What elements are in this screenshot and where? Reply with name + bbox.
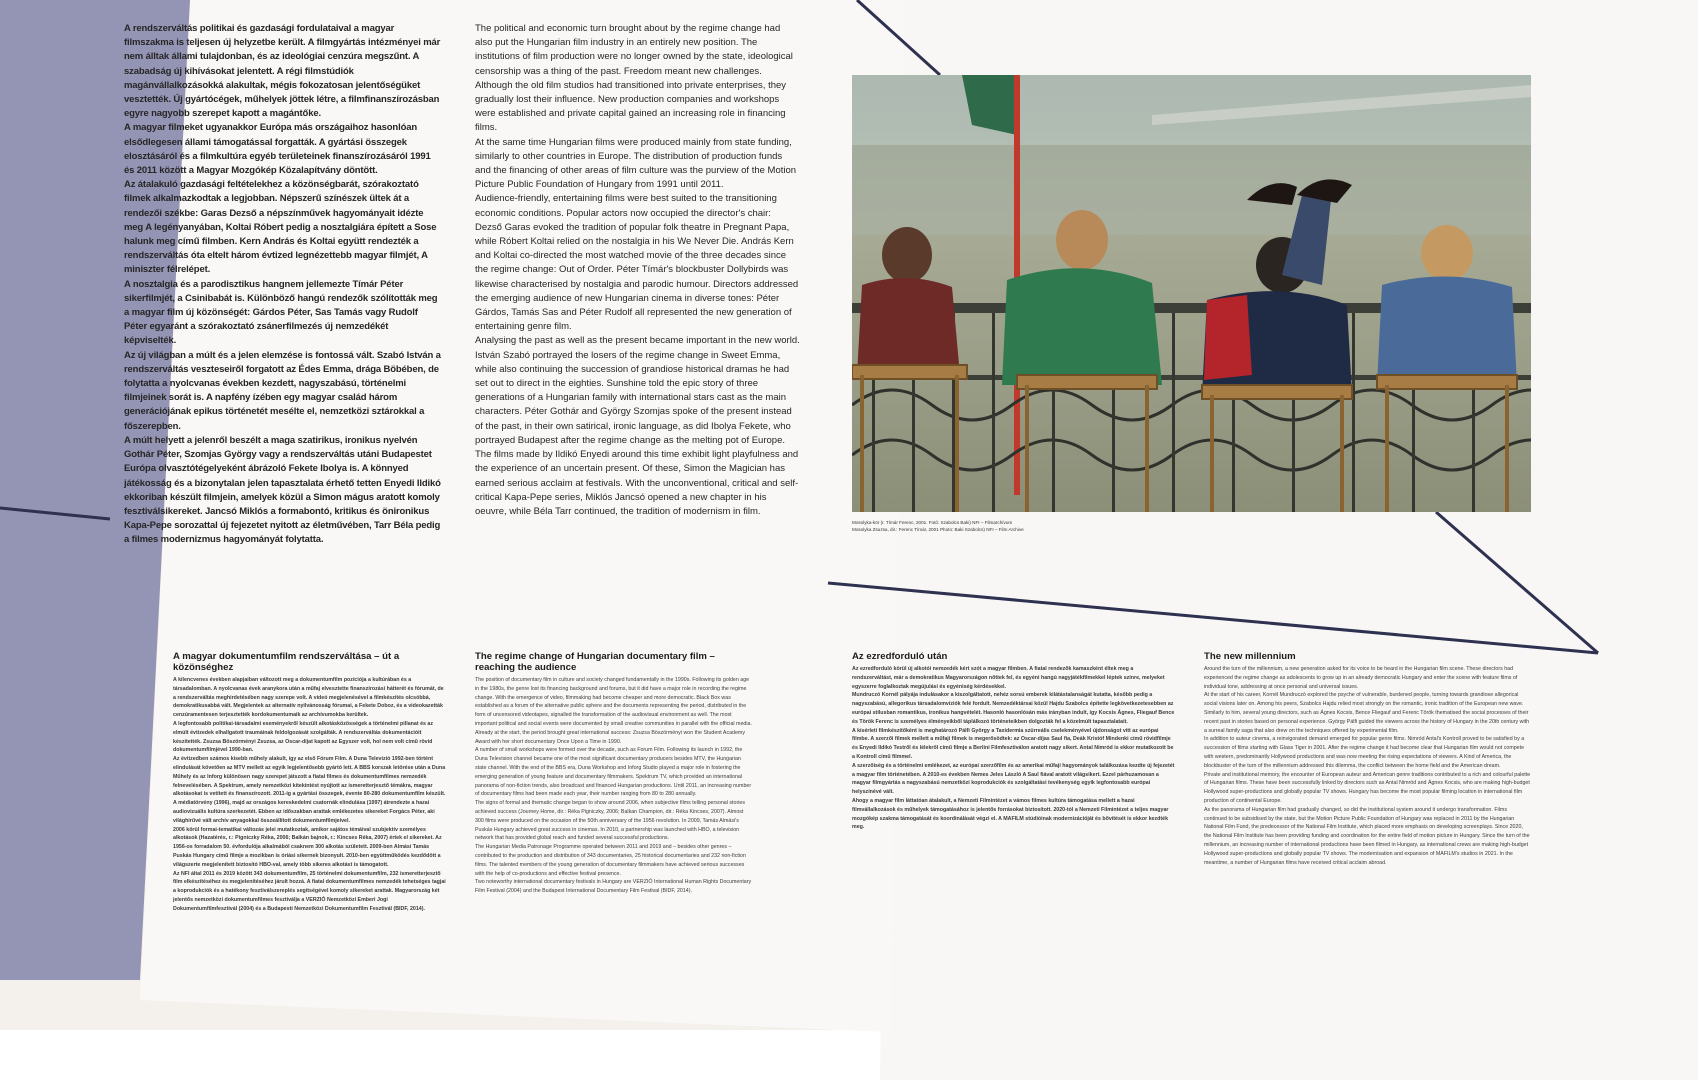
paragraph: A legfontosabb politikai-társadalmi eseményekről készült alkotásközösségek a történelmi pillanat és az elmúlt évtizedek elhallgatott traumáinak feldolgozását szolgálták. A rendszerváltás dokumentációit készítették. Zsuzsa Böszörményi Zsuzsa, az Oscar-díjat kapott az Egyszer volt, hol nem volt című rövid dokumentumfilmjével 1990-ban. — [173, 720, 434, 754]
paragraph: Audience-friendly, entertaining films were best suited to the transitioning economic conditions. Popular actors now occupied the director's chair: Dezső Garas evoked the tradition of popular folk theatre in Pregnant Papa, while Róbert Koltai relied on the nostalgia in his We Never Die. András Kern and Koltai co-directed the most watched movie of the three decades since the regime change: Out of Order. Péter Tímár's blockbuster Dollybirds was likewise characterised by nostalgia and parodic humour. Directors addressed the emerging audience of new Hungarian cinema in diverse tones: Péter Gárdos, Tamás Sas and Péter Rudolf all represented the new generation of entertaining genre film. — [475, 193, 799, 333]
paragraph: Az átalakuló gazdasági feltételekhez a közönségbarát, szórakoztató filmek alkalmazkodtak a legjobban. Népszerű színészek ültek át a rendezői székbe: Garas Dezső a népszínművek hagyományait idézte meg A legényanyában, Koltai Róbert pedig a nosztalgiára épített a Sose halunk meg című filmben. Kern András és Koltai együtt rendezték a rendszerváltás óta eltelt három évtized legnézettebb magyar filmjét, A miniszter félrelépet. — [124, 179, 437, 276]
paragraph: Ahogy a magyar film láttatóan átalakult, a Nemzeti Filmintézet a vámos filmes kultúra támogatása mellett a hazai filmvállalkozások és műhelyek támogatásához is jelentős forrásokat biztosított. 2020-tól a Nemzeti Filmintézet a teljes magyar mozgókép szakma támogatását és koordinálását végzi el. A MAFILM stúdióinak modernizációját és bővítését is ekkor kezdték meg. — [852, 797, 1169, 831]
intro-text-hungarian — [124, 22, 442, 548]
section-body — [173, 676, 448, 914]
paragraph: A magyar filmeket ugyanakkor Európa más országaihoz hasonlóan elsődlegesen állami támogatással forgatták. A gyártási összegek elosztásáról és a filmkultúra egyéb területeinek finanszírozásáról 1991 és 2011 között a Magyar Mozgókép Közalapítvány döntött. — [124, 122, 431, 177]
photo-caption — [852, 520, 1152, 533]
paragraph: Mundruczó Kornél pályája indulásakor a kiszolgáltatott, nehéz sorsú emberek kilátástalanságát kutatta, később pedig a nagyszabású, allegorikus társadalomvíziók felé fordult. Nemzedéktársai közül Hajdu Szabolcs építette legkövetkezetesebben az európai stílusban romantikus, ironikus hangvételét. Hasonló hasonlósán más irányban indult, így Kocsis Ágnes, Fliegauf Bence és Török Ferenc is személyes élményeikből táplálkozó történeteikben dolgozták fel a közelmúlt tapasztalatait. — [852, 692, 1175, 725]
paragraph: A szerzőiség és a történelmi emlékezet, az európai szerzőfilm és az amerikai műfaji hagyományok találkozása kezdte új fejezetét a magyar film történetében. A 2010-es években Nemes Jeles László A Saul fiával aratott világsikert. Ezzel párhuzamosan a magyar filmgyártás a nagyszabású nemzetközi koprodukciók és szolgáltatási tevékenység egyik legfontosabb európai helyszínévé vált. — [852, 762, 1175, 796]
paragraph: A number of small workshops were formed over the decade, such as Forum Film. Following its launch in 1992, the Duna Television channel became one of the most significant documentary producers besides MTV, the Hungarian state channel. With the end of the BBS era, Duna Workshop and Inforg Studio played a major role in fostering the emerging generation of young feature and documentary filmmakers. Spektrum TV, which provided an international panorama of non-fiction trends, also broadcast and financed Hungarian productions. Until 2011, an increasing number of documentary films had been made each year, their number ranging from 80 to 280 annually. — [475, 747, 752, 798]
paragraph: The political and economic turn brought about by the regime change had also put the Hungarian film industry in an entirely new position. The institutions of film production were no longer owned by the state, ideological censorship was a thing of the past. Freedom meant new challenges. Although the old film studios had transitioned into private enterprises, they gradually lost their influence. New production companies and workshops were established and private capital gained an increasing role in financing films. — [475, 23, 793, 134]
paragraph: Analysing the past as well as the present became important in the new world. István Szabó portrayed the losers of the regime change in Sweet Emma, while also continuing the succession of grandiose historical dramas he had set out to direct in the eighties. Sunshine told the epic story of three generations of a Hungarian family with international stars cast as the main characters. Péter Gothár and György Szomjas spoke of the present instead of the past, in their own satirical, ironic language, as did Ibolya Fekete, who portrayed Budapest after the regime change as the melting pot of Europe. The films made by Ildikó Enyedi around this time exhibit light playfulness and the experience of an uncertain present. Of these, Simon the Magician has earned serious acclaim at festivals. With the unconventional, critical and self-critical Kapa-Pepe series, Miklós Jancsó opened a new chapter in his oeuvre, while Béla Tarr continued, the tradition of modernism in film. — [475, 335, 800, 517]
paragraph: A rendszerváltás politikai és gazdasági fordulataival a magyar filmszakma is teljesen új helyzetbe került. A filmgyártás intézményei már nem álltak állami tulajdonban, és az ideológiai cenzúra megszűnt. A szabadság új kihívásokat jelentett. A régi filmstúdiók magánvállalkozásokká alakultak, mégis fokozatosan jelentőségüket vesztették. Új gyártócégek, műhelyek jöttek létre, a filmfinanszírozásban egyre nagyobb szerepet kapott a magántőke. — [124, 23, 441, 120]
paragraph: Private and institutional memory, the encounter of European auteur and American genre traditions contributed to a rich and colourful palette of Hungarian films. These have been successfully linked by directors such as Antal Nimród and Ágnes Kocsis, who are making high-budget Hollywood super-productions and globally popular TV shows. Hungary has become the most popular filming location in international film production of continental Europe. — [1204, 771, 1531, 804]
caption-hungarian: Mosolyka-kör (r. Tímár Ferenc, 2001. Fotó: Szabolcs Baki) NFI – Filmarchívum — [852, 520, 1013, 525]
paragraph: A kilencvenes években alapjaiban változott meg a dokumentumfilm pozíciója a kultúrában és a társadalomban. A nyolcvanas évek aranykora után a műfaj elvesztette finanszírozási hátterét és fórumát, de a rendszerváltás meghirdetésében nagy szerepe volt. A videó megjelenésével a filmkészítés olcsóbbá, demokratikusabbá vált. Megjelentek az alternatív nyilvánosság fórumai, a Fekete Doboz, és a videokazetták cenzúramentesen terjesztették kordokumentumaik az archívumokba kerültek. — [173, 677, 444, 719]
paragraph: At the same time Hungarian films were produced mainly from state funding, similarly to other countries in Europe. The distribution of production funds and the financing of other areas of film culture was the purview of the Motion Picture Public Foundation of Hungary from 1991 until 2011. — [475, 136, 797, 191]
section-title: Az ezredforduló után — [852, 651, 948, 662]
paragraph: The Hungarian Media Patronage Programme operated between 2011 and 2019 and – besides other genres – contributed to the production and distribution of 343 documentaries, 25 historical documentaries and 232 non-fiction films. The talented members of the young generation of documentary filmmakers have achieved serious successes with the help of co-productions and effective festival presence. — [475, 844, 746, 877]
section-millennium-english — [1204, 651, 1531, 867]
paragraph: The signs of formal and thematic change began to show around 2006, when subjective films telling personal stories achieved success (Journey Home, dir.: Réka Pigniczky, 2006; Balkan Champion, dir.: Réka Kincses, 2007). Almost 300 films were produced on the occasion of the 50th anniversary of the 1956 revolution. In 2009, Tamás Almási's Puskás Hungary achieved great success in cinemas. In 2010, a partnership was launched with HBO, a television network that has provided global reach and funded several successful productions. — [475, 800, 746, 842]
section-body — [475, 676, 753, 896]
paragraph: 2006 körül formai-tematikai változás jelei mutatkoztak, amikor sajátos témáival szubjektív személyes alkotások (Hazatérés, r.: Pigniczky Réka, 2006; Balkán bajnok, r.: Kincses Réka, 2007) értek el sikereket. Az 1956-os forradalom 50. évfordulója alkalmából csaknem 300 alkotás született. 2009-ben Almási Tamás Puskás Hungary című filmje a mozikban is óriási sikernek bizonyult. 2010-ben együttműködés kezdődött a világszerte megjelenített biztosító HBO-val, amely több sikeres alkotást is támogatott. — [173, 826, 442, 868]
paragraph: The position of documentary film in culture and society changed fundamentally in the 1990s. Following its golden age in the 1980s, the genre lost its financing background and forums, but it did have a major role in recording the regime change. With the emergence of video, filmmaking had become cheaper and more democratic. Black Box was established as a forum of the alternative public sphere and the documents representing the period, distributed in the form of uncensored videotapes, signalled the transformation of the audiovisual environment as well. The most important political and social events were documented by small creative communities in parallel with the official media. Already at the start, the period brought great international success: Zsuzsa Böszörményi won the Student Academy Award with her short documentary Once Upon a Time in 1990. — [475, 677, 752, 745]
section-title: The regime change of Hungarian documentary film – reaching the audience — [475, 651, 715, 673]
paragraph: As the panorama of Hungarian film had gradually changed, so did the institutional system around it undergo transformation. Films continued to be subsidised by the state, but the Motion Picture Public Foundation of Hungary was replaced in 2011 by the Hungarian National Film Fund, the predecessor of the National Film Institute, which placed more emphasis on developing screenplays. Since 2020, the National Film Institute has been providing funding and coordination for the entire field of motion picture in Hungary. Since the turn of the millennium, an increasing number of international productions have been filmed in Hungary, as international crews are making high-budget Hollywood super-productions and globally popular TV shows. The modernisation and expansion of MAFILM's studios in 2021. In the meantime, a number of Hungarian films have received critical acclaim abroad. — [1204, 806, 1530, 866]
intro-text-english — [475, 22, 800, 519]
section-millennium-hungarian — [852, 651, 1175, 832]
paragraph: A múlt helyett a jelenről beszélt a maga szatirikus, ironikus nyelvén Gothár Péter, Szomjas György vagy a rendszerváltás utáni Budapestet Európa olvasztótégelyeként ábrázoló Fekete Ibolya is. A könnyed játékosság és a bizonytalan jelen tapasztalata érhető tetten Enyedi Ildikó ekkoriban készült filmjein, amelyek közül a Simon mágus aratott komoly fesztiválsikereket. Jancsó Miklós a formabontó, kritikus és önironikus Kapa-Pepe sorozattal új fejezetet nyitott az életművében, Tarr Béla pedig a filmes modernizmus hagyományát folytatta. — [124, 434, 441, 546]
paragraph: A kísérleti filmkészítőként is meghatározó Pálfi György a Taxidermia szürreális cselekményével újdonságot vitt az európai filmbe. A szerzői filmek mellett a műfaji filmek is megerősödtek: az Oscar-díjas Saul fia, Deák Kristóf Mindenki című rövidfilmje és Enyedi Ildikó Testről és lélekről című filmje a Berlini Filmfesztiválon aratott nagy sikert. Antal Nimród is ekkor mutatkozott be a Kontroll című filmmel. — [852, 727, 1174, 760]
section-title: A magyar dokumentumfilm rendszerváltása – út a közönséghez — [173, 651, 400, 673]
caption-english: Mosolyka Zsuzsa, dir.: Ferenc Tímár, 2001 Photo: Baki Szabolcs) NFI – Film Archive — [852, 526, 1024, 532]
paragraph: Around the turn of the millennium, a new generation asked for its voice to be heard in the Hungarian film scene. These directors had experienced the regime change as adolescents to grow up in an already democratic Hungary and enter the scene with feature films of individual tone, addressing at once personal and universal issues. — [1204, 666, 1518, 690]
film-still-photo — [852, 75, 1531, 512]
paragraph: Az új világban a múlt és a jelen elemzése is fontossá vált. Szabó István a rendszerváltás veszteseiről forgatott az Édes Emma, drága Böbében, de folytatta a nyolcvanas években kezdett, nagyszabású, történelmi filmjeinek sorát is. A napfény ízében egy magyar család három generációjának epikus történetét mesélte el, nemzetközi sztárokkal a főszerepben. — [124, 349, 441, 432]
paragraph: A nosztalgia és a parodisztikus hangnem jellemezte Tímár Péter sikerfilmjét, a Csinibabát is. Különböző hangú rendezők szólították meg a magyar film új közönségét: Gárdos Péter, Sas Tamás vagy Rudolf Péter egyaránt a szórakoztató zsánerfilmezés új nemzedékét képviselték. — [124, 278, 438, 347]
section-title: The new millennium — [1204, 651, 1296, 662]
paragraph: In addition to auteur cinema, a reinvigorated demand emerged for popular genre films. Nimród Antal's Kontroll proved to be satisfied by a succession of films starting with Glass Tiger in 2001. After the regime change it had become clear that Hungarian film would not compete with western, predominantly Hollywood productions and was now meeting the rising expectations of viewers. A Kind of America, the blockbuster of the turn of the millennium addressed this dilemma, the conflict between the home field and the American dream. — [1204, 736, 1525, 769]
paragraph: Az évtizedben számos kisebb műhely alakult, így az első Fórum Film. A Duna Televízió 1992-ben történt elindulását követően az MTV mellett az egyik legjelentősebb gyártó lett. A BBS korszak letörése után a Duna Műhely és az Inforg különösen nagy szerepet játszott a fiatal filmes és dokumentumfilmes nemzedék felnevelésében. A Spektrum, amely nemzetközi kitekintést nyújtott az ismeretterjesztő témákra, magyar alkotásokat is vetített és finanszírozott. 2011-ig a gyártási összegek, évente 80-280 dokumentumfilm készült. — [173, 756, 446, 798]
paragraph: At the start of his career, Kornél Mundruczó explored the psyche of vulnerable, burdened people, turning towards grandiose allegorical social visions later on. Among his peers, Szabolcs Hajdu relied most strongly on the romantic, ironic tradition of the European new wave. Similarly to him, several young directors, such as Ágnes Kocsis, Bence Fliegauf and Ferenc Török thematised the social processes of their recent past in stories based on personal experience. György Pálfi guided the viewers across the history of Hungary in the 20th century with a surreal family saga that also drew on the techniques offered by experimental film. — [1204, 692, 1530, 734]
section-body — [852, 665, 1175, 832]
paragraph: Two noteworthy international documentary festivals in Hungary are VERZIÓ International Human Rights Documentary Film Festival (2004) and the Budapest International Documentary Film Festival (BIDF, 2014). — [475, 879, 752, 895]
paragraph: Az NFI által 2011 és 2019 között 343 dokumentumfilm, 25 történelmi dokumentumfilm, 232 ismeretterjesztő film elkészítéséhez és megjelenítéséhez járult hozzá. A fiatal dokumentumfilmes nemzedék tehetséges tagjai a koprodukciók és a hatékony fesztiválszereplés segítségével komoly sikereket arattak. Magyarország két jelentős nemzetközi dokumentumfilmes fesztiválja a VERZIÓ Nemzetközi Emberi Jogi Dokumentumfilmfesztivál (2004) és a Budapesti Nemzetközi Dokumentumfilm Fesztivál (BIDF, 2014). — [173, 870, 446, 912]
paragraph: A médiatörvény (1996), majd az országos kereskedelmi csatornák elindulása (1997) átrendezte a hazai audiovizuális kultúra szerkezetét. Ebben az időszakban arattak emlékezetes sikereket Forgács Péter, aki világhírűvé vált archív anyagokkal összeállított dokumentumfilmjeivel. — [173, 800, 435, 824]
section-documentary-hungarian — [173, 651, 448, 914]
section-body — [1204, 665, 1531, 867]
section-documentary-english — [475, 651, 753, 896]
paragraph: Az ezredforduló körül új alkotói nemzedék kért szót a magyar filmben. A fiatal rendezők kamaszként éltek meg a rendszerváltást, már a demokratikus Magyarországon nőttek fel, és egyéni hangú nagyjátékfilmekkel léptek színre, melyeket egyszerre foglalkoztak megújulási és egyéniség kérdésekkel. — [852, 666, 1165, 690]
